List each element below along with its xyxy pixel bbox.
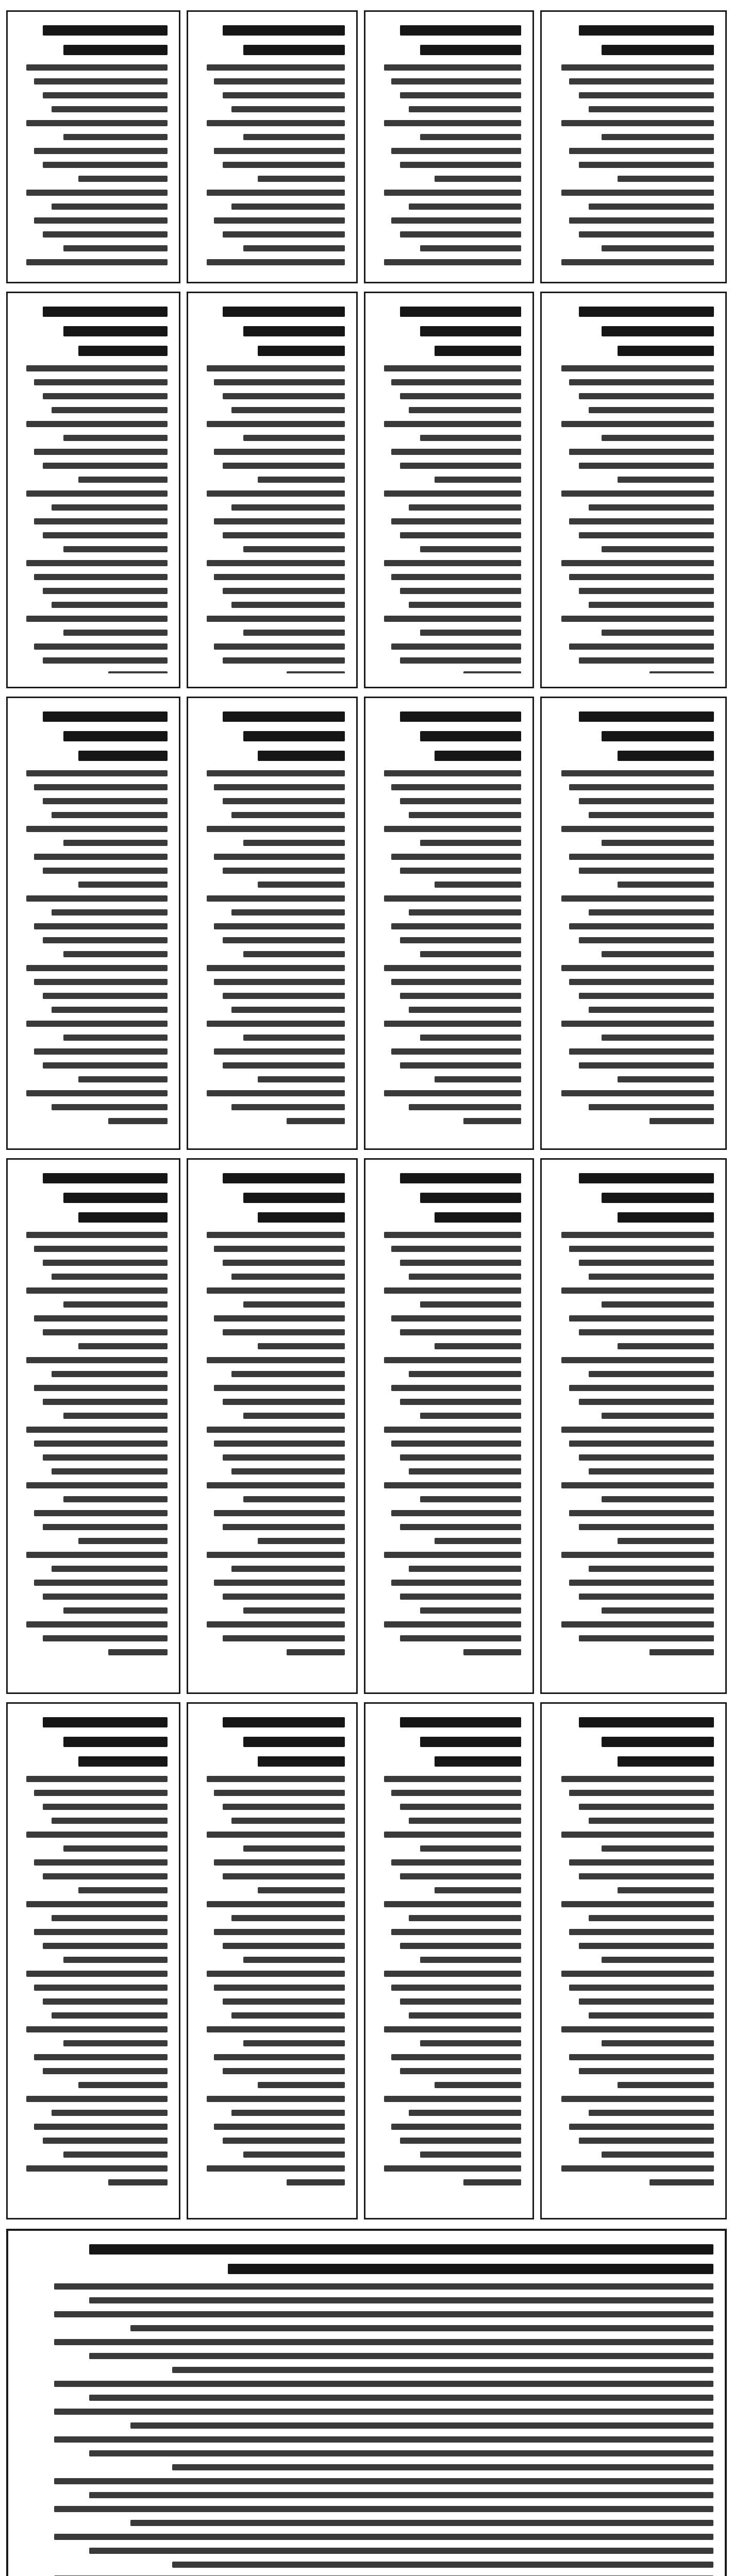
notice-box (540, 1702, 727, 2219)
notice-box (6, 1702, 180, 2219)
notice-box (364, 292, 534, 688)
notice-box (6, 697, 180, 1150)
notice-box (6, 10, 180, 283)
notice-box (187, 697, 358, 1150)
notice-box (6, 2229, 727, 2576)
notice-box (540, 697, 727, 1150)
notice-box (6, 1158, 180, 1694)
notice-box (6, 292, 180, 688)
notice-box (187, 1158, 358, 1694)
notice-box (187, 292, 358, 688)
notice-box (540, 10, 727, 283)
notice-box (364, 1702, 534, 2219)
notice-box (364, 1158, 534, 1694)
notice-box (187, 1702, 358, 2219)
notice-box (364, 697, 534, 1150)
notice-box (540, 1158, 727, 1694)
notice-box (187, 10, 358, 283)
notice-box (364, 10, 534, 283)
notice-box (540, 292, 727, 688)
